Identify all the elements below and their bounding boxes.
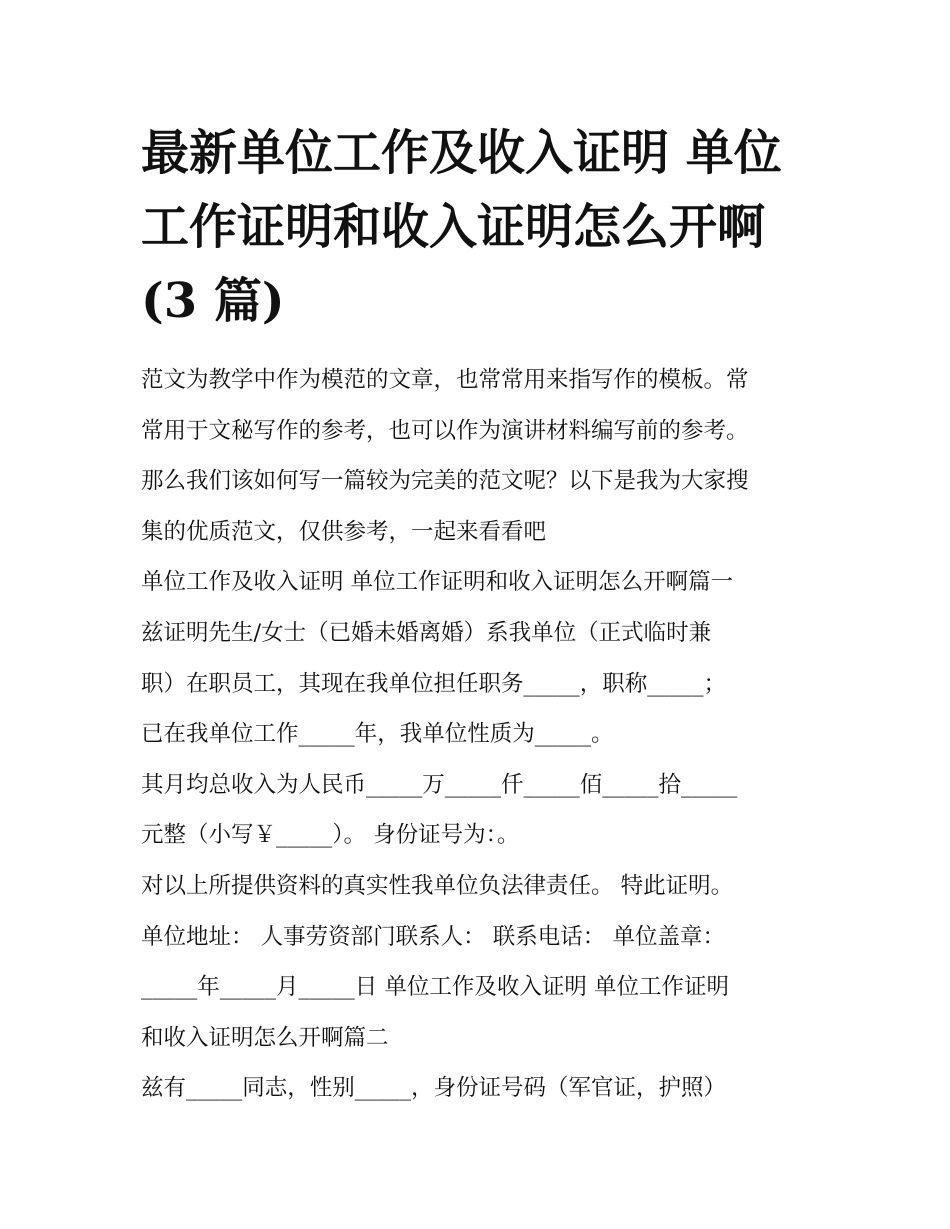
- title-line: 最新单位工作及收入证明 单位: [141, 125, 782, 181]
- body-line: 职）在职员工，其现在我单位担任职务_____，职称_____；: [141, 670, 727, 697]
- title-line: (3 篇): [141, 273, 285, 329]
- body-line: 其月均总收入为人民币_____万_____仟_____佰_____拾_____: [141, 771, 738, 798]
- document-title: [141, 116, 821, 338]
- body-line: 范文为教学中作为模范的文章，也常常用来指写作的模板。常: [141, 367, 749, 393]
- body-line: _____年_____月_____日 单位工作及收入证明 单位工作证明: [141, 974, 730, 1001]
- body-line: 那么我们该如何写一篇较为完美的范文呢？以下是我为大家搜: [141, 468, 749, 495]
- body-line: 和收入证明怎么开啊篇二: [141, 1024, 389, 1051]
- body-line: 兹证明先生/女士（已婚未婚离婚）系我单位（正式临时兼: [141, 619, 712, 646]
- body-line: 元整（小写￥_____）。 身份证号为：。: [141, 822, 520, 849]
- body-line: 兹有_____同志，性别_____，身份证号码（军官证，护照）: [141, 1075, 727, 1102]
- body-line: 单位地址： 人事劳资部门联系人： 联系电话： 单位盖章：: [141, 923, 725, 950]
- body-line: 已在我单位工作_____年，我单位性质为_____。: [141, 721, 614, 748]
- document-body: [141, 355, 831, 1114]
- body-line: 集的优质范文，仅供参考，一起来看看吧: [141, 518, 547, 545]
- body-line: 单位工作及收入证明 单位工作证明和收入证明怎么开啊篇一: [141, 569, 734, 596]
- title-line: 工作证明和收入证明怎么开啊: [141, 199, 766, 255]
- body-line: 常用于文秘写作的参考，也可以作为演讲材料编写前的参考。: [141, 417, 749, 444]
- body-line: 对以上所提供资料的真实性我单位负法律责任。 特此证明。: [141, 872, 734, 899]
